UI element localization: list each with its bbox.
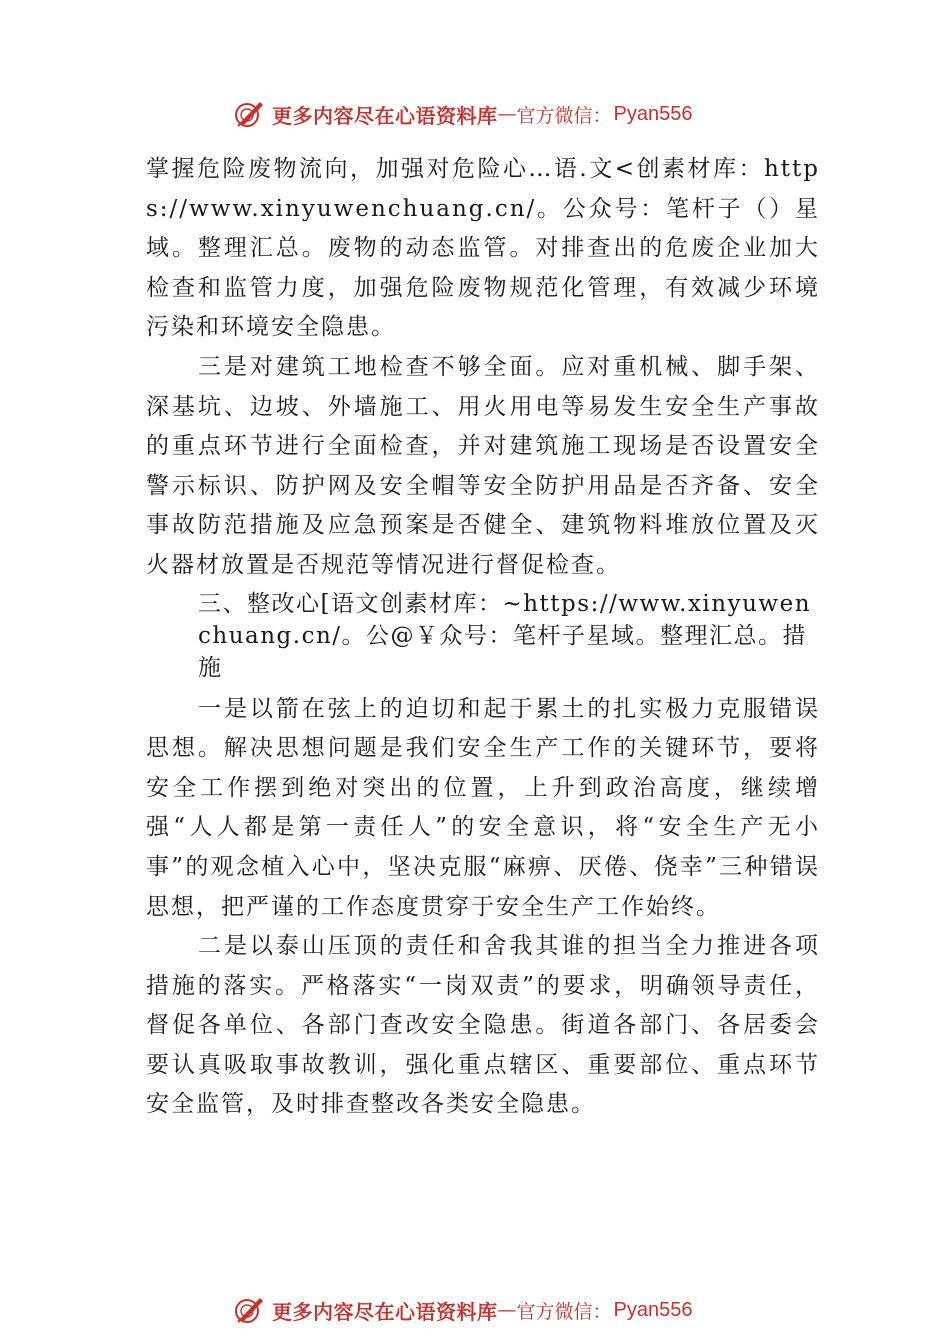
header-banner <box>232 94 692 134</box>
banner-dash: — <box>497 103 517 125</box>
banner-label: 官方微信： <box>516 1300 612 1323</box>
quill-pen-logo-icon <box>232 1293 266 1327</box>
paragraph-2: 三是对建筑工地检查不够全面。应对重机械、脚手架、深基坑、边坡、外墙施工、用火用电等易发生安全生产事故的重点环节进行全面检查，并对建筑施工现场是否设置安全警示标识、防护网及安全帽等安全防护用品是否齐备、安全事故防范措施及应急预案是否健全、建筑物料堆放位置及灭火器材放置是否规范等情况进行督促检查。 <box>146 353 820 578</box>
document-body <box>146 150 820 1125</box>
banner-contact: Pyan556 <box>613 1298 693 1321</box>
section-heading: 三、整改心[语文创素材库：~https://www.xinyuwenchuang.cn/。公@￥众号：笔杆子星域。整理汇总。措施 <box>198 590 812 681</box>
paragraph-3: 一是以箭在弦上的迫切和起于累土的扎实极力克服错误思想。解决思想问题是我们安全生产工作的关键环节，要将安全工作摆到绝对突出的位置，上升到政治高度，继续增强“人人都是第一责任人”的安全意识，将“安全生产无小事”的观念植入心中，坚决克服“麻痹、厌倦、侥幸”三种错误思想，把严谨的工作态度贯穿于安全生产工作始终。 <box>146 695 820 920</box>
banner-lead-text: 更多内容尽在心语资料库 <box>272 1299 498 1324</box>
quill-pen-logo-icon <box>232 97 266 131</box>
paragraph-1: 掌握危险废物流向，加强对危险心…语.文<创素材库：https://www.xinyuwenchuang.cn/。公众号：笔杆子（）星域。整理汇总。废物的动态监管。对排查出的危废企业加大检查和监管力度，加强危险废物规范化管理，有效减少环境污染和环境安全隐患。 <box>146 156 820 341</box>
footer-banner <box>232 1290 692 1330</box>
banner-label: 官方微信： <box>516 104 612 127</box>
banner-lead-text: 更多内容尽在心语资料库 <box>272 103 498 128</box>
paragraph-4: 二是以泰山压顶的责任和舍我其谁的担当全力推进各项措施的落实。严格落实“一岗双责”的要求，明确领导责任，督促各单位、各部门查改安全隐患。街道各部门、各居委会要认真吸取事故教训，强化重点辖区、重要部位、重点环节安全监管，及时排查整改各类安全隐患。 <box>146 933 820 1118</box>
banner-dash: — <box>497 1299 517 1321</box>
banner-contact: Pyan556 <box>613 102 693 125</box>
